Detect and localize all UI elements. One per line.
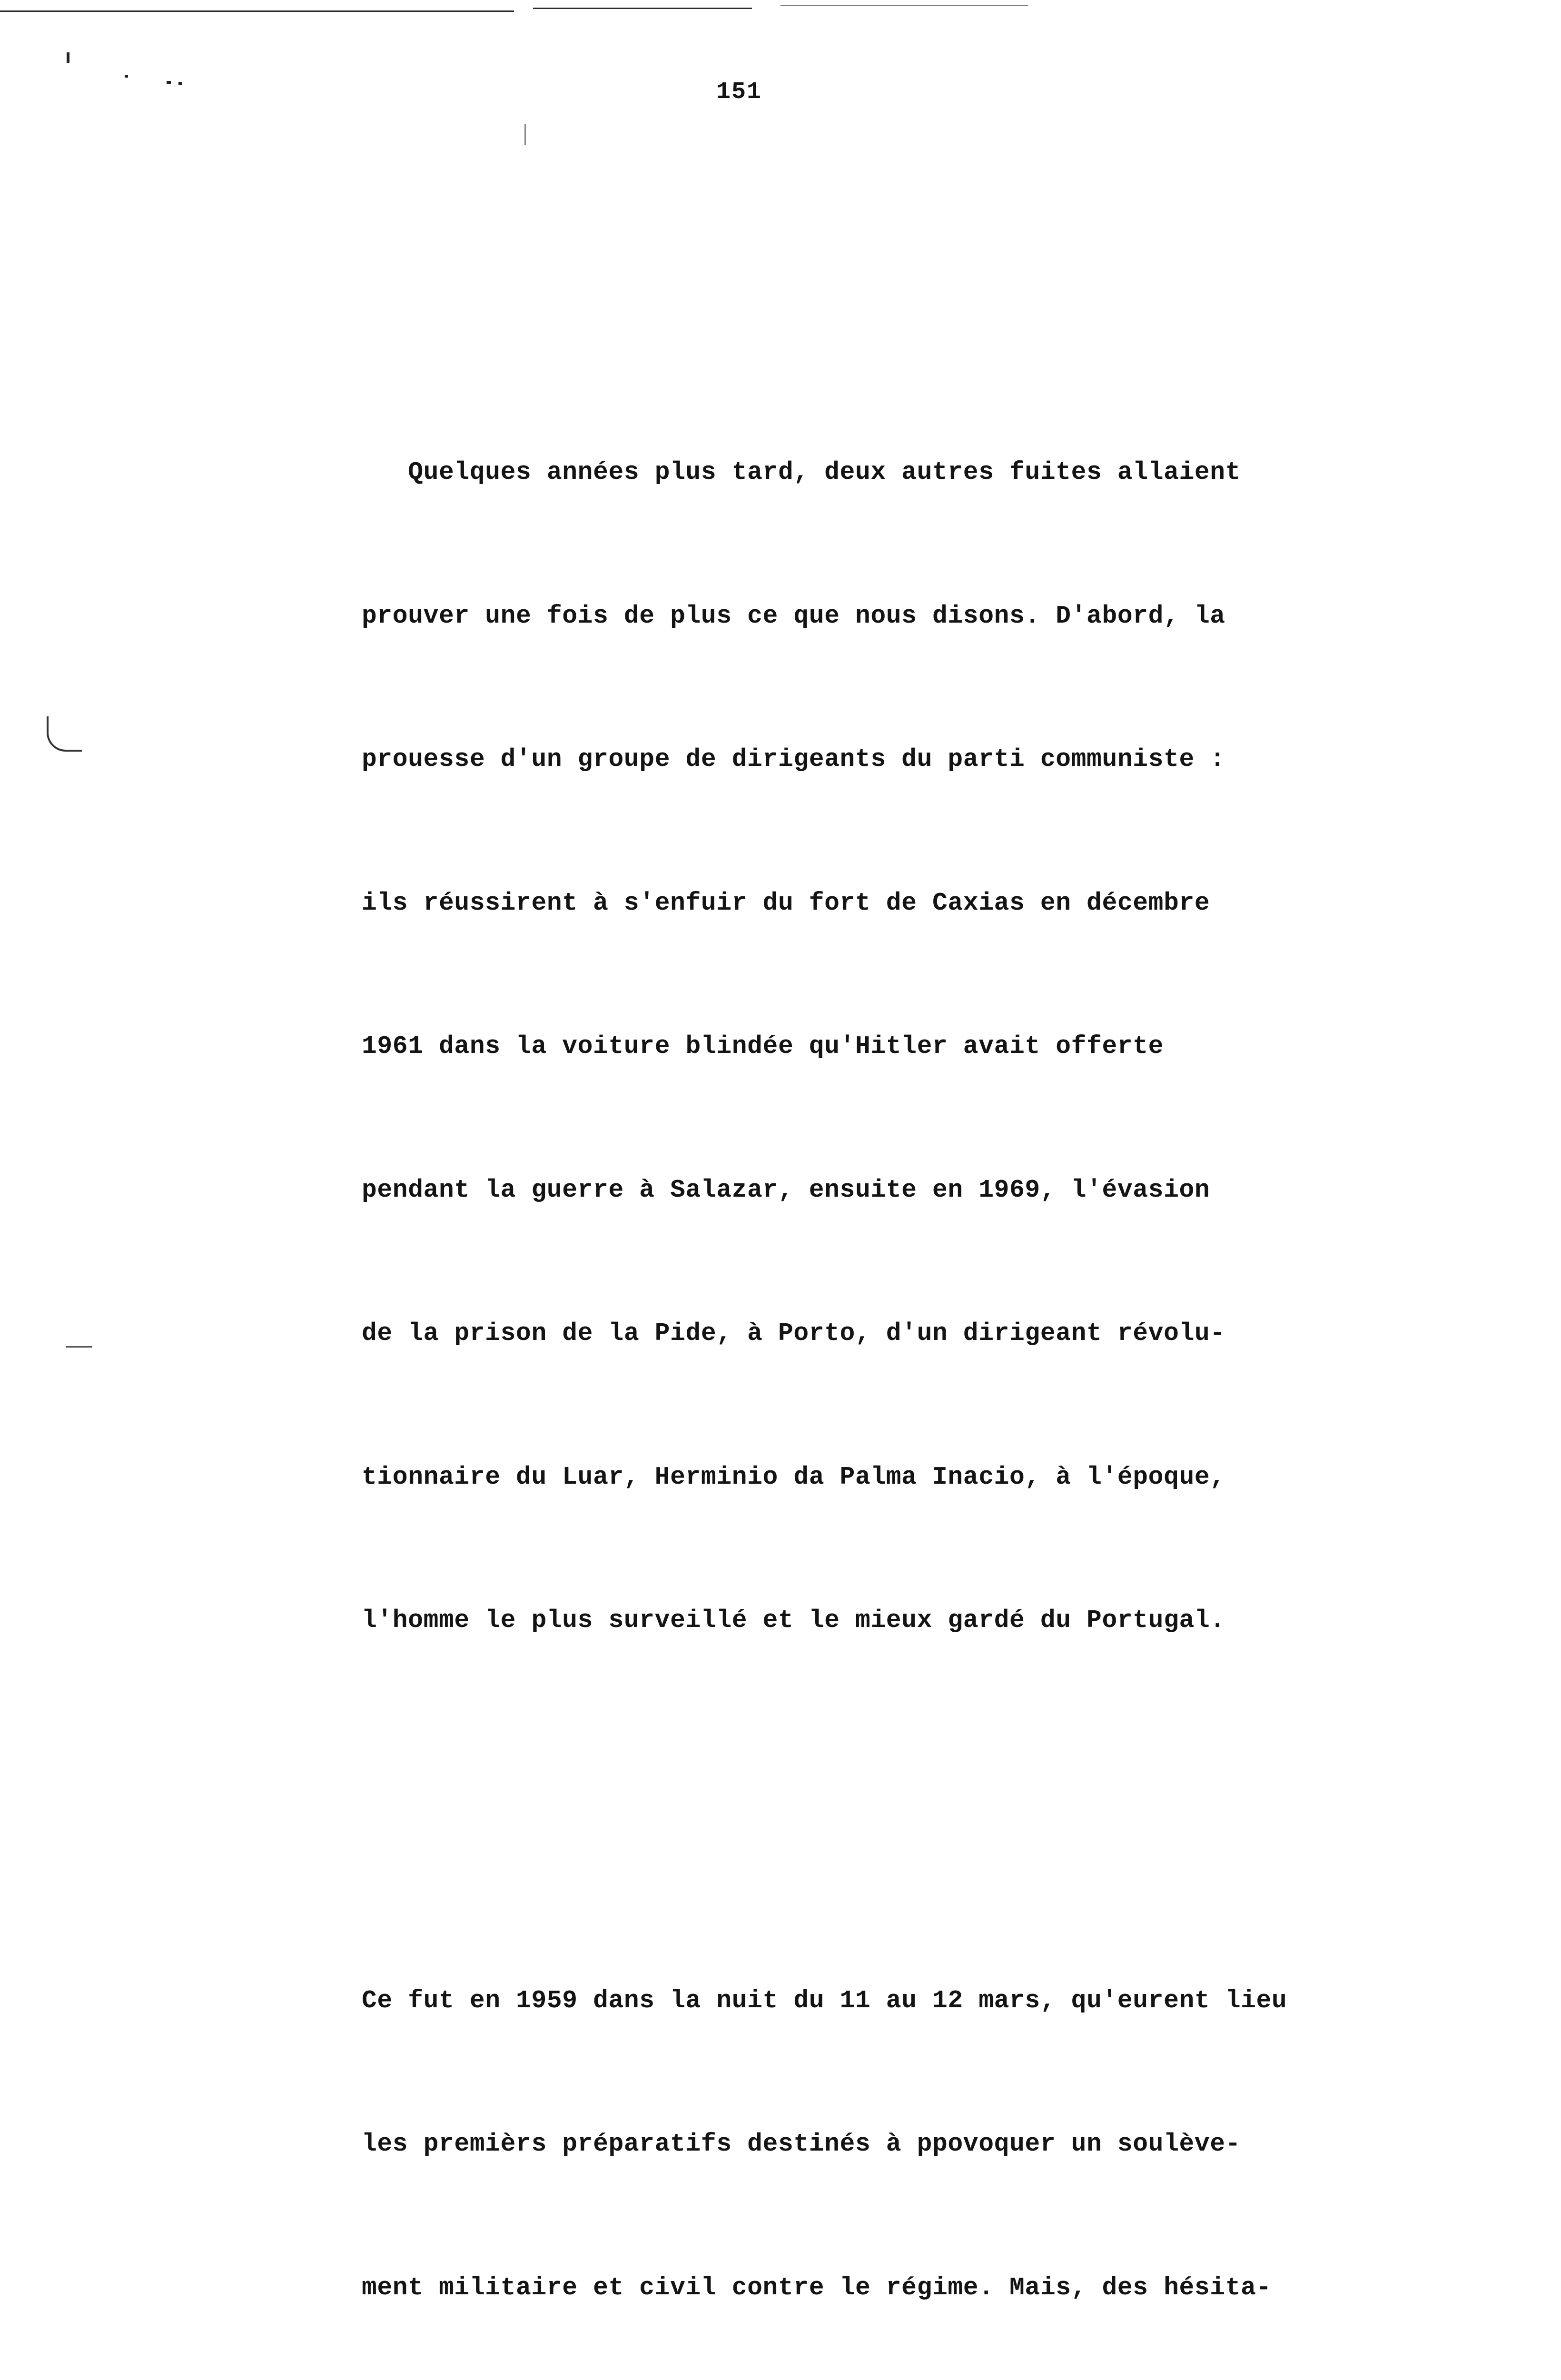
text-line: de la prison de la Pide, à Porto, d'un dirigeant révolu- [362,1309,1513,1358]
scan-speck [125,75,128,78]
document-body [362,257,1513,2380]
text-line: Ce fut en 1959 dans la nuit du 11 au 12 mars, qu'eurent lieu [362,1977,1513,2025]
margin-dash-mark [66,1346,92,1348]
scan-edge-line-left [0,10,514,12]
text-line: prouesse d'un groupe de dirigeants du parti communiste : [362,735,1513,783]
text-line: ment militaire et civil contre le régime. Mais, des hésita- [362,2264,1513,2312]
scan-speck [178,82,182,85]
margin-bracket-mark [47,716,82,752]
text-line: ils réussirent à s'enfuir du fort de Caxias en décembre [362,879,1513,927]
text-line: Quelques années plus tard, deux autres fuites allaient [362,448,1513,496]
text-line: les premièrs préparatifs destinés à ppovoquer un soulève- [362,2120,1513,2168]
text-line: 1961 dans la voiture blindée qu'Hitler avait offerte [362,1022,1513,1071]
text-line: l'homme le plus surveillé et le mieux gardé du Portugal. [362,1597,1513,1645]
paragraph [362,353,1513,1740]
scan-speck [67,52,69,63]
text-line: prouver une fois de plus ce que nous disons. D'abord, la [362,592,1513,640]
scan-edge-line-right [780,5,1028,6]
scan-edge-line-mid [533,8,752,9]
paragraph [362,1881,1513,2380]
text-line: pendant la guerre à Salazar, ensuite en 1969, l'évasion [362,1166,1513,1214]
scan-speck [524,124,526,145]
text-line: tionnaire du Luar, Herminio da Palma Inacio, à l'époque, [362,1453,1513,1501]
page-number: 151 [716,79,762,106]
scan-speck [167,81,171,84]
